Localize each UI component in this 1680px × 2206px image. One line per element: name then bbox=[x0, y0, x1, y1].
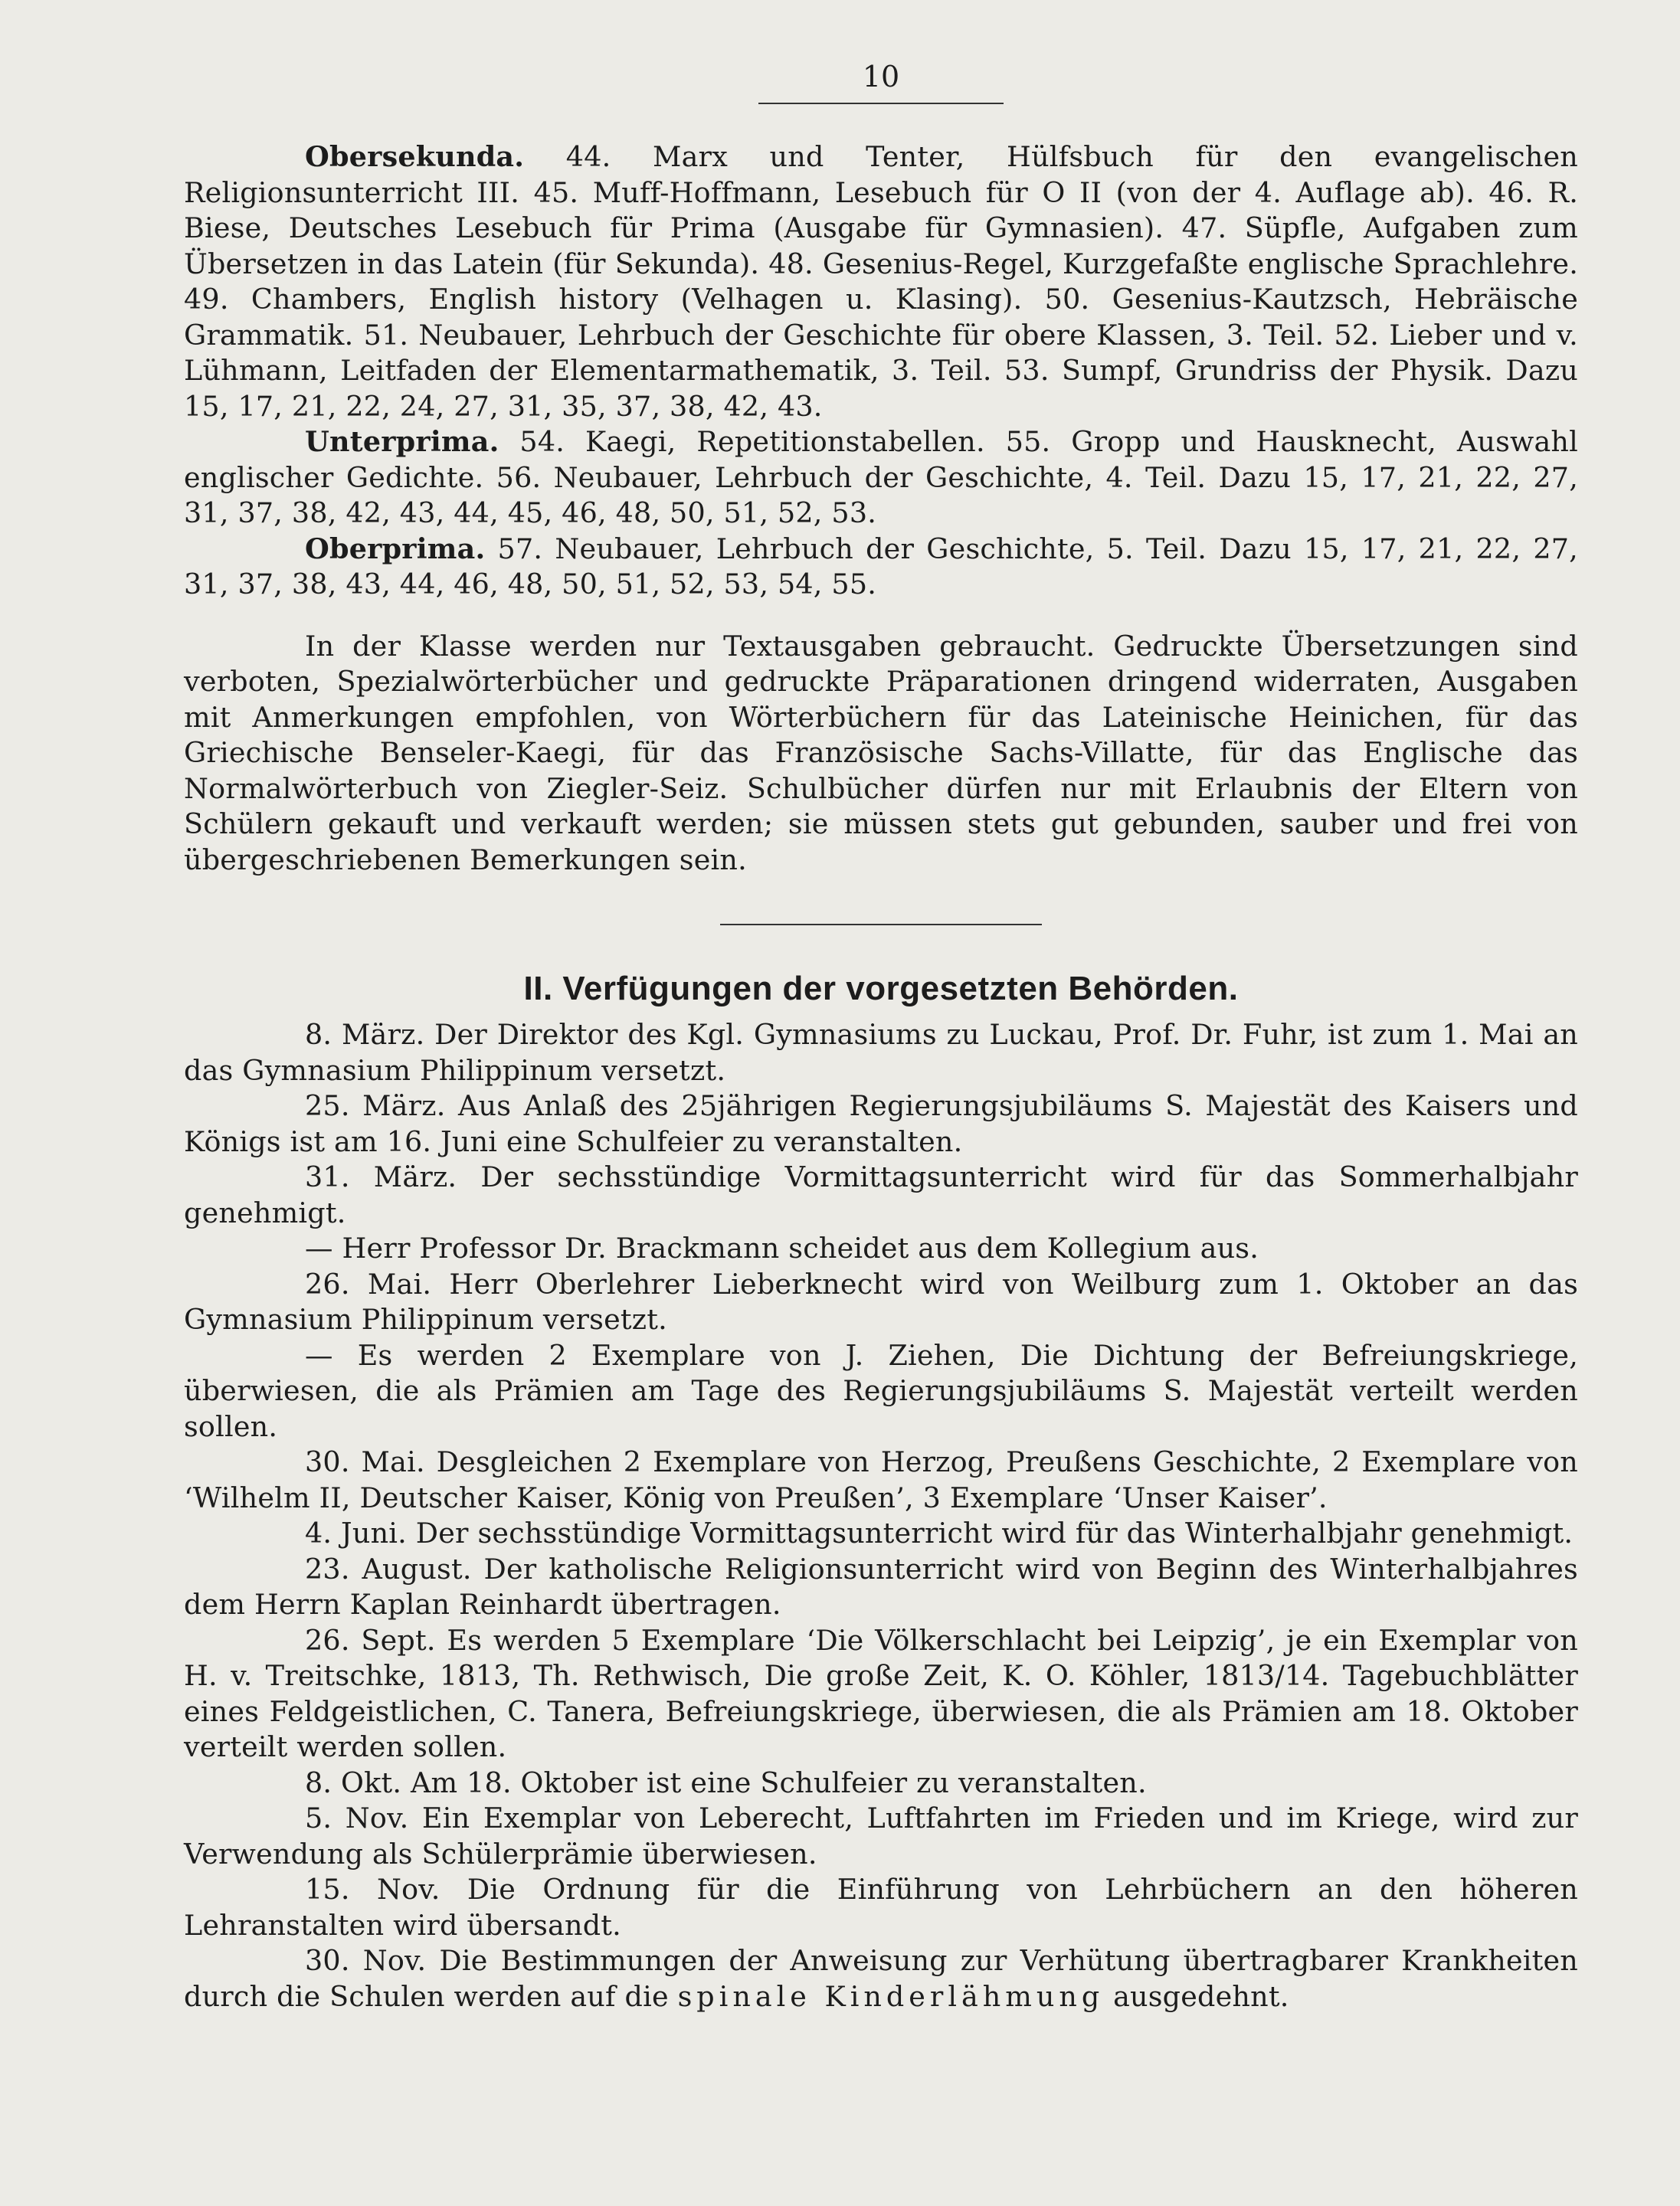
book-list-text: 44. Marx und Tenter, Hülfsbuch für den evangelischen Religionsunterricht III. 45. Muff-Hoffmann, Lesebuch für O II (von der 4. Auflage ab). 46. R. Biese, Deutsches Lesebuch für Prima (Ausgabe für Gymnasien). 47. Süpfle, Aufgaben zum Übersetzen in das Latein (für Sekunda). 48. Gesenius-Regel, Kurzgefaßte englische Sprachlehre. 49. Chambers, English history (Velhagen u. Klasing). 50. Gesenius-Kautzsch, Hebräische Grammatik. 51. Neubauer, Lehrbuch der Geschichte für obere Klassen, 3. Teil. 52. Lieber und v. Lühmann, Leitfaden der Elementarmathematik, 3. Teil. 53. Sumpf, Grundriss der Physik. Dazu 15, 17, 21, 22, 24, 27, 31, 35, 37, 38, 42, 43. bbox=[184, 140, 1578, 423]
book-list-text: 57. Neubauer, Lehrbuch der Geschichte, 5. Teil. Dazu 15, 17, 21, 22, 27, 31, 37, 38, 43, 44, 46, 48, 50, 51, 52, 53, 54, 55. bbox=[184, 532, 1578, 601]
decree-text: 30. Nov. Die Bestimmungen der Anweisung zur Verhütung übertragbarer Krankheiten durch die Schulen werden auf die bbox=[184, 1944, 1578, 2013]
decree-list bbox=[184, 1017, 1578, 2015]
decree-entry: 30. Mai. Desgleichen 2 Exemplare von Herzog, Preußens Geschichte, 2 Exemplare von ‘Wilhelm II, Deutscher Kaiser, König von Preußen’, 3 Exemplare ‘Unser Kaiser’. bbox=[184, 1445, 1578, 1514]
decree-entry: 8. Okt. Am 18. Oktober ist eine Schulfeier zu veranstalten. bbox=[305, 1766, 1147, 1799]
grade-label: Oberprima. bbox=[305, 532, 486, 565]
grade-label: Unterprima. bbox=[305, 425, 499, 458]
book-list-section bbox=[184, 139, 1578, 878]
section-title: II. Verfügungen der vorgesetzten Behörden. bbox=[523, 970, 1239, 1007]
book-list-unterprima bbox=[184, 424, 1578, 532]
decree-entry: 8. März. Der Direktor des Kgl. Gymnasiums zu Luckau, Prof. Dr. Fuhr, ist zum 1. Mai an das Gymnasium Philippinum versetzt. bbox=[184, 1018, 1578, 1087]
decree-entry: — Es werden 2 Exemplare von J. Ziehen, Die Dichtung der Befreiungskriege, überwiesen, die als Prämien am Tage des Regierungsjubiläums S. Majestät verteilt werden sollen. bbox=[184, 1338, 1578, 1443]
decree-entry: 31. März. Der sechsstündige Vormittagsunterricht wird für das Sommerhalbjahr genehmigt. bbox=[184, 1160, 1578, 1229]
decree-entry: 23. August. Der katholische Religionsunterricht wird von Beginn des Winterhalbjahres dem Herrn Kaplan Reinhardt übertragen. bbox=[184, 1552, 1578, 1621]
textbook-note: In der Klasse werden nur Textausgaben gebraucht. Gedruckte Übersetzungen sind verboten, Spezialwörterbücher und gedruckte Präparationen dringend widerraten, Ausgaben mit Anmerkungen empfohlen, von Wörterbüchern für das Lateinische Heinichen, für das Griechische Benseler-Kaegi, für das Französische Sachs-Villatte, für das Englische das Normalwörterbuch von Ziegler-Seiz. Schulbücher dürfen nur mit Erlaubnis der Eltern von Schülern gekauft und verkauft werden; sie müssen stets gut gebunden, sauber und frei von übergeschriebenen Bemerkungen sein. bbox=[184, 629, 1578, 876]
decree-entry: 5. Nov. Ein Exemplar von Leberecht, Luftfahrten im Frieden und im Kriege, wird zur Verwendung als Schülerprämie überwiesen. bbox=[184, 1802, 1578, 1871]
decree-entry: 26. Sept. Es werden 5 Exemplare ‘Die Völkerschlacht bei Leipzig’, je ein Exemplar von H. v. Treitschke, 1813, Th. Rethwisch, Die große Zeit, K. O. Köhler, 1813/14. Tagebuchblätter eines Feldgeistlichen, C. Tanera, Befreiungskriege, überwiesen, die als Prämien am 18. Oktober verteilt werden sollen. bbox=[184, 1623, 1578, 1763]
header-rule bbox=[758, 103, 1004, 104]
document-page bbox=[184, 54, 1578, 2015]
decree-entry: 25. März. Aus Anlaß des 25jährigen Regierungsjubiläums S. Majestät des Kaisers und Königs ist am 16. Juni eine Schulfeier zu veranstalten. bbox=[184, 1089, 1578, 1158]
decree-text-end: ausgedehnt. bbox=[1104, 1979, 1289, 2013]
decree-entry: — Herr Professor Dr. Brackmann scheidet aus dem Kollegium aus. bbox=[305, 1232, 1259, 1265]
decree-entry: 4. Juni. Der sechsstündige Vormittagsunterricht wird für das Winterhalbjahr genehmigt. bbox=[305, 1517, 1574, 1550]
decree-entry: 26. Mai. Herr Oberlehrer Lieberknecht wird von Weilburg zum 1. Oktober an das Gymnasium Philippinum versetzt. bbox=[184, 1267, 1578, 1336]
book-list-obersekunda bbox=[184, 139, 1578, 424]
page-number: 10 bbox=[862, 60, 900, 93]
decree-entry: 15. Nov. Die Ordnung für die Einführung von Lehrbüchern an den höheren Lehranstalten wird übersandt. bbox=[184, 1873, 1578, 1942]
section-divider bbox=[720, 924, 1042, 925]
decree-entry-last bbox=[184, 1943, 1578, 2015]
grade-label: Obersekunda. bbox=[305, 140, 525, 173]
book-list-text: 54. Kaegi, Repetitionstabellen. 55. Gropp und Hausknecht, Auswahl englischer Gedichte. 56. Neubauer, Lehrbuch der Geschichte, 4. Teil. Dazu 15, 17, 21, 22, 27, 31, 37, 38, 42, 43, 44, 45, 46, 48, 50, 51, 52, 53. bbox=[184, 425, 1578, 529]
spaced-emphasis: spinale Kinderlähmung bbox=[677, 1979, 1105, 2013]
book-list-oberprima bbox=[184, 532, 1578, 603]
